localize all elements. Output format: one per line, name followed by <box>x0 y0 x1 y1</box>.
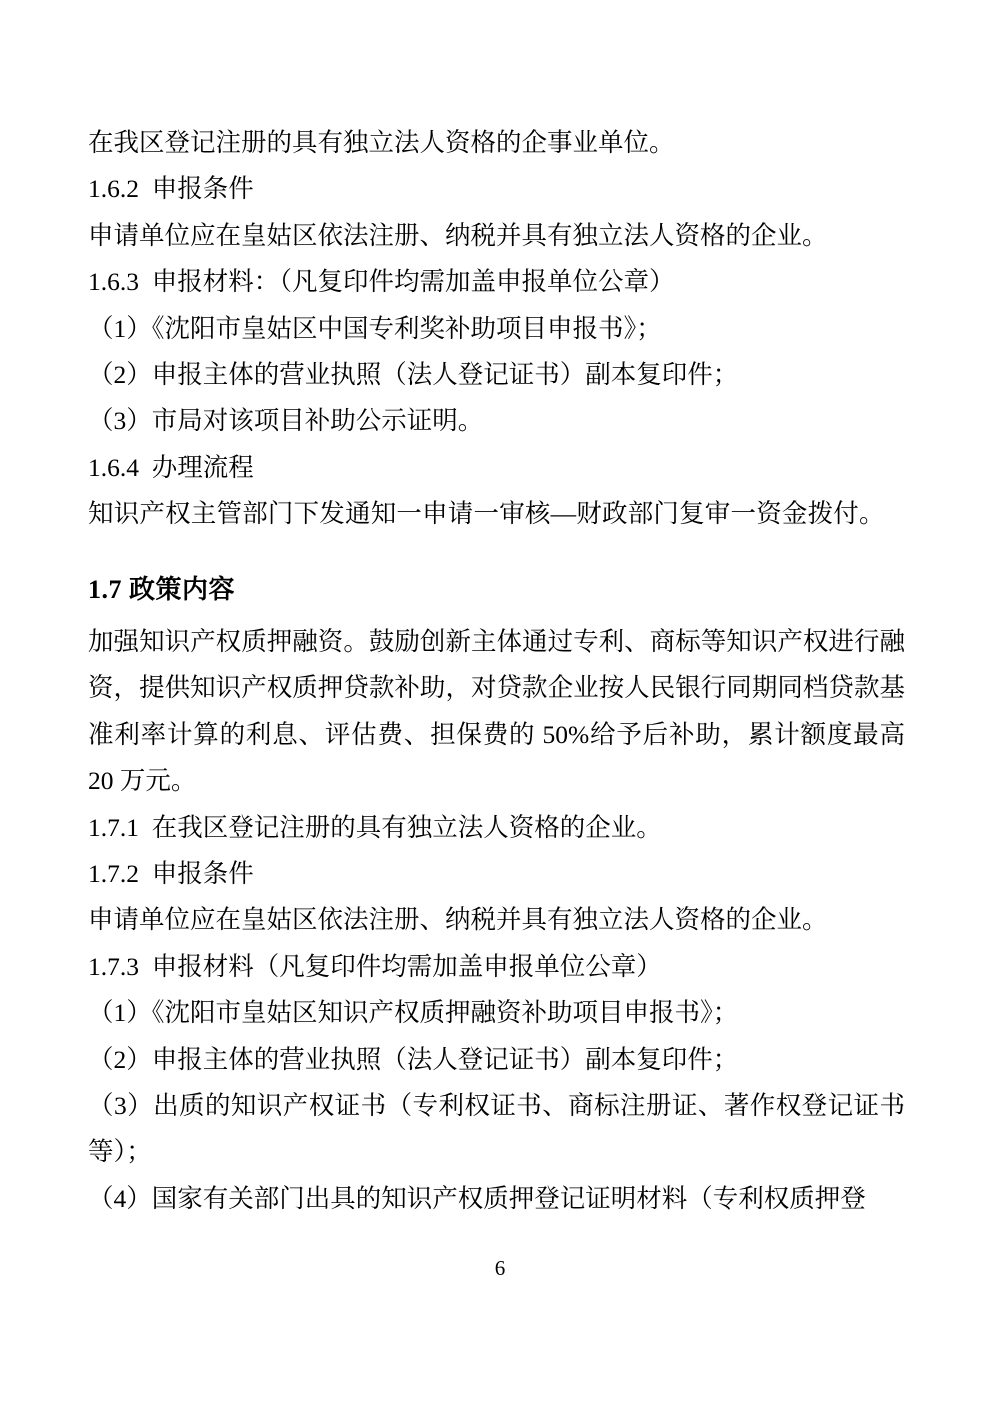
list-item-173-1: （1）《沈阳市皇姑区知识产权质押融资补助项目申报书》； <box>88 998 739 1028</box>
list-item-163-2: （2）申报主体的营业执照（法人登记证书）副本复印件； <box>88 360 739 390</box>
list-item-173-3: （3）出质的知识产权证书（专利权证书、商标注册证、著作权登记证书等）； <box>88 1091 905 1167</box>
paragraph-172-heading: 1.7.2 申报条件 <box>88 859 254 888</box>
paragraph-scope-entity: 在我区登记注册的具有独立法人资格的企事业单位。 <box>88 128 675 157</box>
list-item-163-1: （1）《沈阳市皇姑区中国专利奖补助项目申报书》； <box>88 313 662 343</box>
paragraph-162-heading: 1.6.2 申报条件 <box>88 174 254 204</box>
paragraph-173-heading: 1.7.3 申报材料（凡复印件均需加盖申报单位公章） <box>88 951 662 981</box>
section-heading-17: 1.7 政策内容 <box>88 574 236 604</box>
list-item-163-3: （3）市局对该项目补助公示证明。 <box>88 406 484 436</box>
paragraph-172-body: 申请单位应在皇姑区依法注册、纳税并具有独立法人资格的企业。 <box>88 905 828 935</box>
paragraph-171: 1.7.1 在我区登记注册的具有独立法人资格的企业。 <box>88 812 662 842</box>
paragraph-162-body: 申请单位应在皇姑区依法注册、纳税并具有独立法人资格的企业。 <box>88 220 828 250</box>
list-item-173-4: （4）国家有关部门出具的知识产权质押登记证明材料（专利权质押登 <box>88 1183 866 1213</box>
list-item-173-2: （2）申报主体的营业执照（法人登记证书）副本复印件； <box>88 1044 739 1074</box>
page-number: 6 <box>494 1256 506 1280</box>
paragraph-17-policy-content: 加强知识产权质押融资。鼓励创新主体通过专利、商标等知识产权进行融资，提供知识产权质押贷款补助，对贷款企业按人民银行同期同档贷款基准利率计算的利息、评估费、担保费的 50%给予后补助，累计额度最高 20 万元。 <box>88 626 912 796</box>
paragraph-163-heading: 1.6.3 申报材料：（凡复印件均需加盖申报单位公章） <box>88 267 675 297</box>
paragraph-164-heading: 1.6.4 办理流程 <box>88 452 254 482</box>
paragraph-164-flow: 知识产权主管部门下发通知一申请一审核—财政部门复审一资金拨付。 <box>88 499 885 529</box>
document-body <box>88 120 912 1222</box>
